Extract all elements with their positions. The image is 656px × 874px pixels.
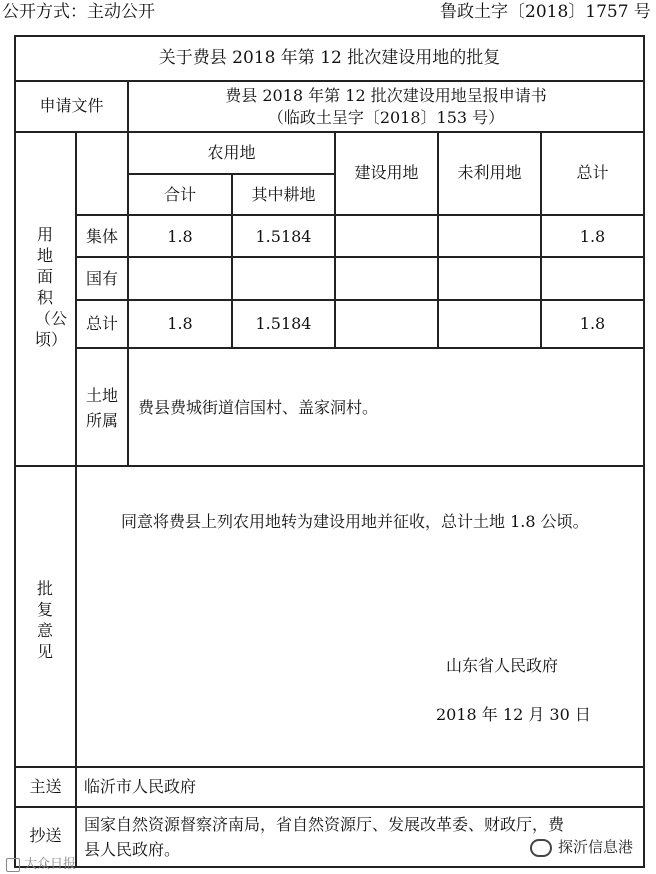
disclosure-label: 公开方式：主动公开: [2, 2, 155, 22]
header-farmland: 其中耕地: [251, 185, 316, 204]
ownership-label-line2: 所属: [85, 411, 118, 430]
wechat-icon: [530, 839, 552, 857]
table-border-bottom: [14, 866, 645, 868]
header-agricultural-land: 农用地: [207, 143, 256, 162]
main-recipient-value: 临沂市人民政府: [84, 777, 197, 796]
cc-line1: 国家自然资源督察济南局，省自然资源厅、发展改革委、财政厅，费: [84, 815, 565, 834]
cell-total: 1.8: [579, 314, 606, 333]
opinion-label: 批复意见: [36, 579, 53, 661]
opinion-text: 同意将费县上列农用地转为建设用地并征收，总计土地 1.8 公顷。: [121, 512, 589, 531]
row-label: 国有: [85, 269, 118, 288]
area-side-label: 用地面积（公顷）: [35, 225, 68, 349]
ownership-value: 费县费城街道信国村、盖家洞村。: [138, 398, 379, 417]
header-construction-land: 建设用地: [354, 163, 419, 182]
main-recipient-label: 主送: [29, 777, 62, 796]
application-doc-number: （临政土呈字〔2018〕153 号）: [267, 108, 505, 127]
watermark-logo-icon: [6, 858, 20, 872]
issuer: 山东省人民政府: [446, 656, 559, 675]
header-total: 总计: [576, 163, 609, 182]
cc-line2: 县人民政府。: [84, 840, 181, 859]
header-unused-land: 未利用地: [457, 163, 522, 182]
application-title: 费县 2018 年第 12 批次建设用地呈报申请书: [225, 86, 547, 105]
ownership-label-line1: 土地: [85, 386, 118, 405]
watermark-right: 探沂信息港: [530, 836, 633, 857]
cell-subtotal: 1.8: [167, 314, 193, 333]
cell-farmland: 1.5184: [255, 227, 312, 246]
row-label: 总计: [85, 314, 118, 333]
table-border-top: [14, 35, 645, 37]
watermark-left: 大众日报: [6, 853, 76, 872]
cell-farmland: 1.5184: [255, 314, 312, 333]
cc-label: 抄送: [29, 826, 62, 845]
cell-subtotal: 1.8: [167, 227, 193, 246]
cell-total: 1.8: [579, 227, 606, 246]
application-label: 申请文件: [39, 96, 104, 115]
approval-title: 关于费县 2018 年第 12 批次建设用地的批复: [158, 48, 501, 68]
document-number: 鲁政土字〔2018〕1757 号: [440, 2, 651, 22]
table-border-left: [14, 35, 16, 868]
table-border-right: [643, 35, 645, 868]
issue-date: 2018 年 12 月 30 日: [436, 705, 591, 724]
row-label: 集体: [85, 227, 118, 246]
header-subtotal: 合计: [163, 185, 196, 204]
